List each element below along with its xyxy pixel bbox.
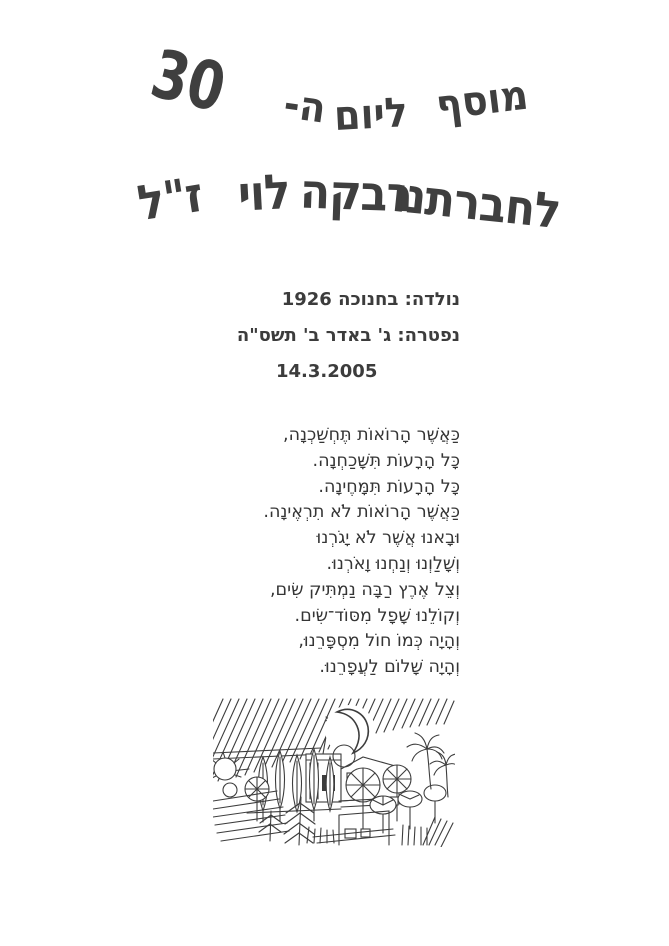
- born-date-line: נולדה: בחנוכה 1926: [281, 289, 460, 310]
- died-date-line: נפטרה: ג' באדר ב' תשס"ה: [236, 325, 460, 346]
- poem-line: וְהָיָה כְּמוֹ חוֹל מִסְפָּרֵנוּ,: [298, 631, 460, 652]
- supplement-title-word: מוסף: [433, 70, 531, 130]
- dedication-title-word: רבקה: [299, 163, 413, 224]
- gregorian-death-date: 14.3.2005: [276, 361, 378, 382]
- dedication-title-word: ז"ל: [134, 166, 207, 233]
- life-dates: [237, 289, 460, 361]
- poem-line: וּבָאנוּ אֲשֶׁר לֹא יָגֹרְנוּ: [316, 528, 460, 549]
- poem-line: וְהָיָה שָׁלוֹם לַעֲפָרֵנוּ.: [319, 657, 460, 678]
- dedication-title-word: לחברתנו: [389, 166, 563, 241]
- poem-line: וְצֵל אֶרֶץ רַבָּה נַמְתִּיק שִׂים,: [269, 579, 460, 600]
- supplement-title-number: 30: [143, 35, 233, 129]
- poem-line: וְשָׁלַוְנוּ וְנַחְנוּ וָאֹרְנוּ.: [326, 553, 460, 574]
- supplement-title-word: ליום: [332, 88, 409, 140]
- dedication-title-word: לוי: [236, 164, 292, 223]
- palm-tree-icon: [407, 733, 455, 797]
- poem-line: כַּאֲשֶׁר הָרוֹאוֹת תֶּחְשַׁכְנָה,: [283, 425, 460, 445]
- poem-line: וְקוֹלֵנוּ שָׁפָל מִסּוֹד־שִׂים.: [294, 605, 460, 626]
- poem-line: כָּל הָרָעוֹת תִּמָּחֶינָה.: [318, 476, 460, 497]
- poem-line: כַּאֲשֶׁר הָרוֹאוֹת לֹא תִרְאֶינָה.: [263, 502, 460, 523]
- memorial-poem: [263, 423, 460, 681]
- poem-line: כָּל הָרָעוֹת תִּשָּׁכַחְנָה.: [312, 450, 460, 471]
- village-sketch-illustration: [213, 697, 455, 847]
- supplement-title-word: ה-: [280, 79, 329, 133]
